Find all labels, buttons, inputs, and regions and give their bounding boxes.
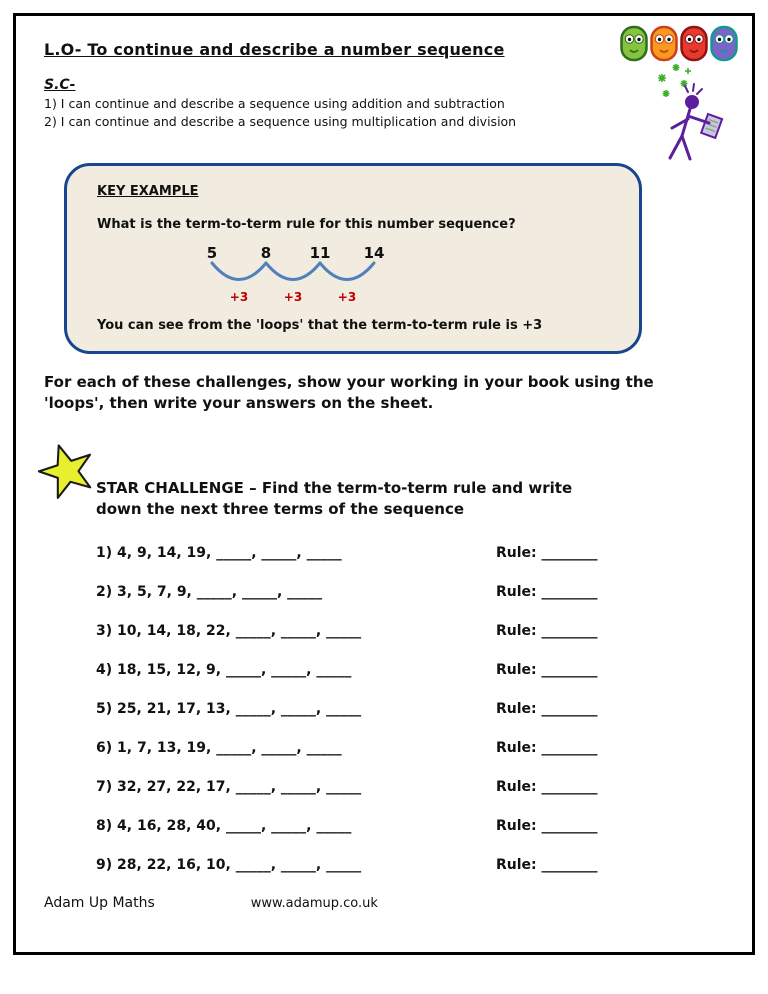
rule-blank: Rule: ________ <box>496 857 598 873</box>
rule-blank: Rule: ________ <box>496 545 598 561</box>
problem-sequence: 4) 18, 15, 12, 9, _____, _____, _____ <box>96 662 352 678</box>
success-criteria-label: S.C- <box>44 77 76 93</box>
sequence-numbers <box>185 244 401 262</box>
instructions-line: For each of these challenges, show your working in your book using the <box>44 373 654 391</box>
monster-purple-icon <box>712 27 737 60</box>
loop-rule-labels <box>212 290 401 304</box>
sequence-term: 11 <box>309 244 331 262</box>
monster-red-icon <box>682 27 707 60</box>
star-icon <box>36 440 98 502</box>
page-border <box>13 13 755 955</box>
star-challenge-heading-line: STAR CHALLENGE – Find the term-to-term rule and write <box>96 479 573 497</box>
monster-orange-icon <box>652 27 677 60</box>
loop-rule-label: +3 <box>229 290 249 304</box>
footer-url: www.adamup.co.uk <box>250 896 378 911</box>
problem-row <box>96 583 726 602</box>
rule-blank: Rule: ________ <box>496 584 598 600</box>
problem-row <box>96 778 726 797</box>
problems-list <box>96 544 726 875</box>
loop-rule-label: +3 <box>337 290 357 304</box>
problem-sequence: 6) 1, 7, 13, 19, _____, _____, _____ <box>96 740 342 756</box>
problem-row <box>96 700 726 719</box>
key-example-conclusion: You can see from the 'loops' that the term-to-term rule is +3 <box>97 318 543 333</box>
problem-sequence: 2) 3, 5, 7, 9, _____, _____, _____ <box>96 584 323 600</box>
problem-row <box>96 856 726 875</box>
problem-sequence: 3) 10, 14, 18, 22, _____, _____, _____ <box>96 623 362 639</box>
sparkles-icon <box>658 64 691 97</box>
rule-blank: Rule: ________ <box>496 740 598 756</box>
example-sequence <box>185 244 401 304</box>
problem-row <box>96 622 726 641</box>
sequence-term: 5 <box>206 244 218 262</box>
rule-blank: Rule: ________ <box>496 779 598 795</box>
loop-rule-label: +3 <box>283 290 303 304</box>
problem-sequence: 9) 28, 22, 16, 10, _____, _____, _____ <box>96 857 362 873</box>
problem-sequence: 8) 4, 16, 28, 40, _____, _____, _____ <box>96 818 352 834</box>
book-icon <box>701 114 722 138</box>
problem-row <box>96 544 726 563</box>
problem-sequence: 5) 25, 21, 17, 13, _____, _____, _____ <box>96 701 362 717</box>
key-example-question: What is the term-to-term rule for this number sequence? <box>97 217 516 232</box>
star-challenge-heading-line: down the next three terms of the sequence <box>96 500 465 518</box>
page-content <box>16 16 752 952</box>
instructions-line: 'loops', then write your answers on the sheet. <box>44 394 434 412</box>
star-challenge-section <box>44 478 726 875</box>
rule-blank: Rule: ________ <box>496 818 598 834</box>
footer-brand: Adam Up Maths <box>44 895 155 911</box>
star-challenge-heading <box>96 478 726 520</box>
success-criteria-item: 1) I can continue and describe a sequence using addition and subtraction <box>44 96 505 111</box>
stick-figure-icon <box>670 84 709 159</box>
monster-green-icon <box>622 27 647 60</box>
loops-icon <box>185 260 401 290</box>
rule-blank: Rule: ________ <box>496 662 598 678</box>
footer <box>44 895 726 911</box>
problem-sequence: 1) 4, 9, 14, 19, _____, _____, _____ <box>96 545 342 561</box>
rule-blank: Rule: ________ <box>496 701 598 717</box>
rule-blank: Rule: ________ <box>496 623 598 639</box>
sequence-term: 8 <box>260 244 272 262</box>
sequence-term: 14 <box>363 244 385 262</box>
problem-row <box>96 817 726 836</box>
problem-row <box>96 739 726 758</box>
key-example-box <box>64 163 642 354</box>
problem-row <box>96 661 726 680</box>
instructions-paragraph <box>44 372 726 414</box>
page-title: L.O- To continue and describe a number sequence <box>44 40 505 59</box>
monsters-illustration <box>620 24 738 166</box>
key-example-heading: KEY EXAMPLE <box>97 184 199 199</box>
problem-sequence: 7) 32, 27, 22, 17, _____, _____, _____ <box>96 779 362 795</box>
success-criteria-item: 2) I can continue and describe a sequence using multiplication and division <box>44 114 517 129</box>
